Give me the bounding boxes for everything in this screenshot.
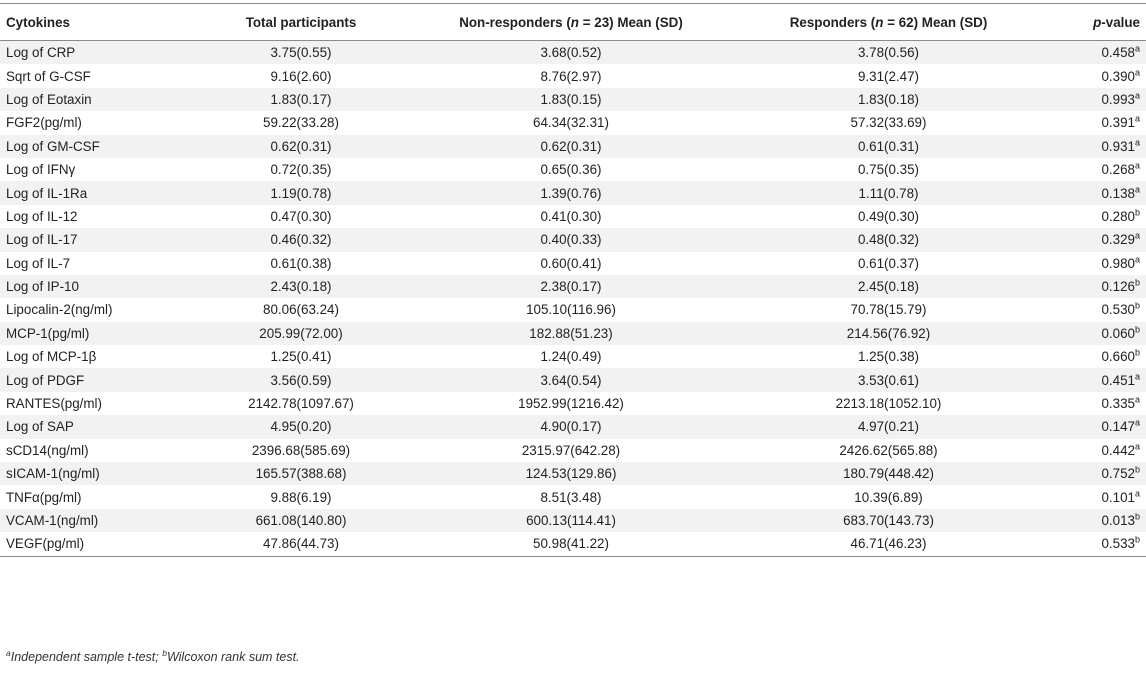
cell-p-value <box>1041 228 1146 251</box>
table-row <box>0 275 1146 298</box>
cell-responders: 46.71(46.23) <box>736 532 1041 556</box>
cell-total: 0.61(0.38) <box>270 255 332 271</box>
cell-total: 3.75(0.55) <box>196 41 406 65</box>
table-footnote: $^a$Independent sample t-test; $^b$Wilcoxon rank sum test. <box>6 647 300 664</box>
cell-cytokine: Log of CRP <box>0 41 196 65</box>
cell-non-responders: 0.65(0.36) <box>540 162 602 178</box>
p-value-test-marker: b <box>1134 347 1140 358</box>
table-row <box>0 415 1146 438</box>
cell-cytokine: Log of PDGF <box>0 368 196 391</box>
cell-responders: 10.39(6.89) <box>854 489 923 505</box>
cell-responders: 0.75(0.35) <box>857 162 920 178</box>
table-row <box>0 532 1146 556</box>
p-value-text: 0.451 <box>1101 372 1135 388</box>
cell-p-value <box>1041 252 1146 275</box>
cell-non-responders: 3.64(0.54) <box>406 368 736 391</box>
header-total: Total participants <box>196 4 406 41</box>
cell-non-responders: 3.68(0.52) <box>406 41 736 65</box>
p-value-test-marker: b <box>1134 511 1140 522</box>
p-value-test-marker: b <box>1134 324 1140 335</box>
cell-non-responders: 1952.99(1216.42) <box>518 396 624 412</box>
cell-p-value <box>1041 485 1146 508</box>
table-row <box>0 322 1146 345</box>
table-body <box>0 41 1146 557</box>
cell-p-value <box>1041 532 1146 556</box>
table-row <box>0 205 1146 228</box>
p-value-test-marker: a <box>1134 371 1140 382</box>
table-row <box>0 252 1146 275</box>
cell-total: 0.72(0.35) <box>270 162 332 178</box>
p-value-text: 0.458 <box>1101 45 1135 61</box>
cell-responders: 1.11(0.78) <box>736 181 1041 204</box>
cell-responders: 1.25(0.38) <box>857 349 920 365</box>
cell-total: 1.25(0.41) <box>270 349 332 365</box>
header-cytokines: Cytokines <box>0 4 196 41</box>
cell-p-value <box>1041 368 1146 391</box>
cell-p-value <box>1041 158 1146 181</box>
cytokine-table <box>0 3 1146 557</box>
p-value-text: 0.280 <box>1101 208 1135 224</box>
cell-p-value <box>1041 392 1146 415</box>
p-value-text: 0.442 <box>1101 442 1135 458</box>
p-value-test-marker: a <box>1134 113 1140 124</box>
table-row <box>0 509 1146 532</box>
p-value-test-marker: a <box>1134 67 1140 78</box>
table-row <box>0 111 1146 134</box>
table-row <box>0 345 1146 368</box>
header-responders: Responders (n = 62) Mean (SD) <box>736 4 1041 41</box>
p-value-text: 0.391 <box>1101 115 1135 131</box>
header-p-value: p-value <box>1041 4 1146 41</box>
cell-p-value <box>1041 111 1146 134</box>
p-value-test-marker: a <box>1134 90 1140 101</box>
cell-p-value <box>1041 41 1146 65</box>
cell-non-responders: 0.40(0.33) <box>406 228 736 251</box>
p-value-text: 0.060 <box>1101 325 1135 341</box>
cell-non-responders: 4.90(0.17) <box>406 415 736 438</box>
cell-non-responders: 1.83(0.15) <box>406 88 736 111</box>
table-header-row <box>0 4 1146 41</box>
cell-p-value <box>1041 509 1146 532</box>
cell-cytokine: MCP-1(pg/ml) <box>0 322 196 345</box>
p-value-text: 0.013 <box>1101 513 1135 528</box>
cell-non-responders: 1.24(0.49) <box>540 349 602 365</box>
p-value-text: 0.126 <box>1101 279 1135 295</box>
cell-responders: 0.61(0.31) <box>736 135 1041 158</box>
cell-responders: 2.45(0.18) <box>736 275 1041 298</box>
cell-total: 1.83(0.17) <box>196 88 406 111</box>
cell-cytokine: sICAM-1(ng/ml) <box>0 462 196 485</box>
p-value-test-marker: b <box>1134 534 1140 545</box>
cell-cytokine: Log of IP-10 <box>0 275 196 298</box>
cell-total: 661.08(140.80) <box>196 509 406 532</box>
cell-cytokine: TNFα(pg/ml) <box>6 489 82 505</box>
p-value-test-marker: b <box>1134 301 1140 312</box>
cell-p-value <box>1041 275 1146 298</box>
table-row <box>0 135 1146 158</box>
cell-responders: 4.97(0.21) <box>736 415 1041 438</box>
cell-non-responders: 0.60(0.41) <box>540 255 602 271</box>
cell-p-value <box>1041 135 1146 158</box>
p-value-test-marker: b <box>1134 207 1140 218</box>
cell-total: 0.46(0.32) <box>196 228 406 251</box>
cell-total: 80.06(63.24) <box>263 302 339 318</box>
cell-non-responders: 2315.97(642.28) <box>521 442 621 458</box>
p-value-text: 0.329 <box>1101 232 1135 248</box>
cell-p-value <box>1041 88 1146 111</box>
p-value-test-marker: a <box>1134 394 1140 405</box>
cell-cytokine: Log of IL-17 <box>0 228 196 251</box>
cell-total: 2142.78(1097.67) <box>248 396 354 412</box>
cell-responders: 0.48(0.32) <box>736 228 1041 251</box>
cell-non-responders: 182.88(51.23) <box>406 322 736 345</box>
p-value-test-marker: a <box>1134 441 1140 452</box>
p-value-text: 0.335 <box>1101 396 1135 412</box>
cell-p-value <box>1041 298 1146 321</box>
p-value-test-marker: a <box>1134 254 1140 265</box>
table-row <box>0 485 1146 508</box>
p-value-test-marker: a <box>1134 230 1140 241</box>
header-non-responders: Non-responders (n = 23) Mean (SD) <box>406 4 736 41</box>
p-value-text: 0.980 <box>1101 255 1135 271</box>
p-value-text: 0.101 <box>1101 489 1135 505</box>
p-value-test-marker: a <box>1134 488 1140 499</box>
cell-cytokine: Lipocalin-2(ng/ml) <box>6 302 113 318</box>
cell-total: 0.47(0.30) <box>270 208 332 224</box>
cell-p-value <box>1041 64 1146 87</box>
cell-p-value <box>1041 181 1146 204</box>
cell-non-responders: 64.34(32.31) <box>533 115 609 131</box>
p-value-test-marker: a <box>1134 137 1140 148</box>
table-row <box>0 181 1146 204</box>
p-value-test-marker: a <box>1134 43 1140 54</box>
cell-responders: 0.49(0.30) <box>857 208 920 224</box>
cell-cytokine: Log of GM-CSF <box>0 135 196 158</box>
cell-total: 165.57(388.68) <box>196 462 406 485</box>
cell-p-value <box>1041 462 1146 485</box>
table-row <box>0 298 1146 321</box>
cell-responders: 180.79(448.42) <box>736 462 1041 485</box>
cell-non-responders: 8.76(2.97) <box>540 68 602 84</box>
cell-total: 47.86(44.73) <box>196 532 406 556</box>
cell-cytokine: Log of IL-7 <box>6 255 71 271</box>
cell-non-responders: 600.13(114.41) <box>406 509 736 532</box>
cell-cytokine: Sqrt of G-CSF <box>6 68 91 84</box>
cell-total: 1.19(0.78) <box>196 181 406 204</box>
cell-p-value <box>1041 205 1146 228</box>
p-value-text: 0.138 <box>1101 185 1135 201</box>
cell-total: 2396.68(585.69) <box>251 442 351 458</box>
p-value-text: 0.268 <box>1101 162 1135 178</box>
p-value-test-marker: b <box>1134 277 1140 288</box>
cell-responders: 2213.18(1052.10) <box>835 396 942 412</box>
table-row <box>0 462 1146 485</box>
cell-cytokine: Log of IL-12 <box>6 208 78 224</box>
table-row <box>0 439 1146 462</box>
cell-non-responders: 50.98(41.22) <box>406 532 736 556</box>
cell-non-responders: 105.10(116.96) <box>526 302 616 318</box>
table-row <box>0 158 1146 181</box>
cell-cytokine: Log of IFNγ <box>6 162 76 178</box>
cell-non-responders: 8.51(3.48) <box>540 489 602 505</box>
cell-cytokine: RANTES(pg/ml) <box>6 396 102 412</box>
cell-responders: 3.53(0.61) <box>736 368 1041 391</box>
p-value-text: 0.752 <box>1101 466 1135 482</box>
cell-responders: 57.32(33.69) <box>850 115 927 131</box>
table-row <box>0 228 1146 251</box>
cell-cytokine: Log of MCP-1β <box>6 349 97 365</box>
p-value-test-marker: b <box>1134 464 1140 475</box>
cell-responders: 2426.62(565.88) <box>839 442 938 458</box>
cell-cytokine: Log of SAP <box>0 415 196 438</box>
p-value-text: 0.390 <box>1101 68 1135 84</box>
cell-total: 0.62(0.31) <box>196 135 406 158</box>
p-value-text: 0.931 <box>1101 138 1135 154</box>
cell-responders: 0.61(0.37) <box>857 255 920 271</box>
cell-non-responders: 0.62(0.31) <box>406 135 736 158</box>
cell-cytokine: FGF2(pg/ml) <box>6 115 82 131</box>
p-value-text: 0.993 <box>1101 91 1135 107</box>
cell-total: 4.95(0.20) <box>196 415 406 438</box>
cell-cytokine: sCD14(ng/ml) <box>6 442 89 458</box>
cell-responders: 70.78(15.79) <box>850 302 927 318</box>
p-value-text: 0.147 <box>1101 419 1135 435</box>
table-row <box>0 368 1146 391</box>
table-row <box>0 64 1146 87</box>
cell-non-responders: 1.39(0.76) <box>406 181 736 204</box>
cell-responders: 3.78(0.56) <box>736 41 1041 65</box>
p-value-text: 0.660 <box>1101 349 1135 365</box>
cell-responders: 683.70(143.73) <box>736 509 1041 532</box>
p-value-text: 0.530 <box>1101 302 1135 318</box>
cell-total: 2.43(0.18) <box>196 275 406 298</box>
cell-cytokine: VCAM-1(ng/ml) <box>0 509 196 532</box>
table-row <box>0 392 1146 415</box>
cell-p-value <box>1041 322 1146 345</box>
p-value-test-marker: a <box>1134 417 1140 428</box>
cell-non-responders: 124.53(129.86) <box>406 462 736 485</box>
cell-cytokine: Log of IL-1Ra <box>0 181 196 204</box>
cell-non-responders: 2.38(0.17) <box>406 275 736 298</box>
cell-responders: 9.31(2.47) <box>857 68 920 84</box>
table-row <box>0 88 1146 111</box>
table-row <box>0 41 1146 65</box>
cell-non-responders: 0.41(0.30) <box>540 208 602 224</box>
p-value-test-marker: a <box>1134 184 1140 195</box>
cell-cytokine: Log of Eotaxin <box>0 88 196 111</box>
cell-p-value <box>1041 415 1146 438</box>
cell-responders: 214.56(76.92) <box>736 322 1041 345</box>
cell-total: 205.99(72.00) <box>196 322 406 345</box>
cell-total: 9.88(6.19) <box>270 489 332 505</box>
p-value-text: 0.533 <box>1101 536 1135 552</box>
cell-responders: 1.83(0.18) <box>736 88 1041 111</box>
cell-p-value <box>1041 345 1146 368</box>
cell-total: 9.16(2.60) <box>270 68 332 84</box>
cell-cytokine: VEGF(pg/ml) <box>0 532 196 556</box>
cell-total: 3.56(0.59) <box>196 368 406 391</box>
p-value-test-marker: a <box>1134 160 1140 171</box>
cell-total: 59.22(33.28) <box>263 115 339 131</box>
cell-p-value <box>1041 439 1146 462</box>
